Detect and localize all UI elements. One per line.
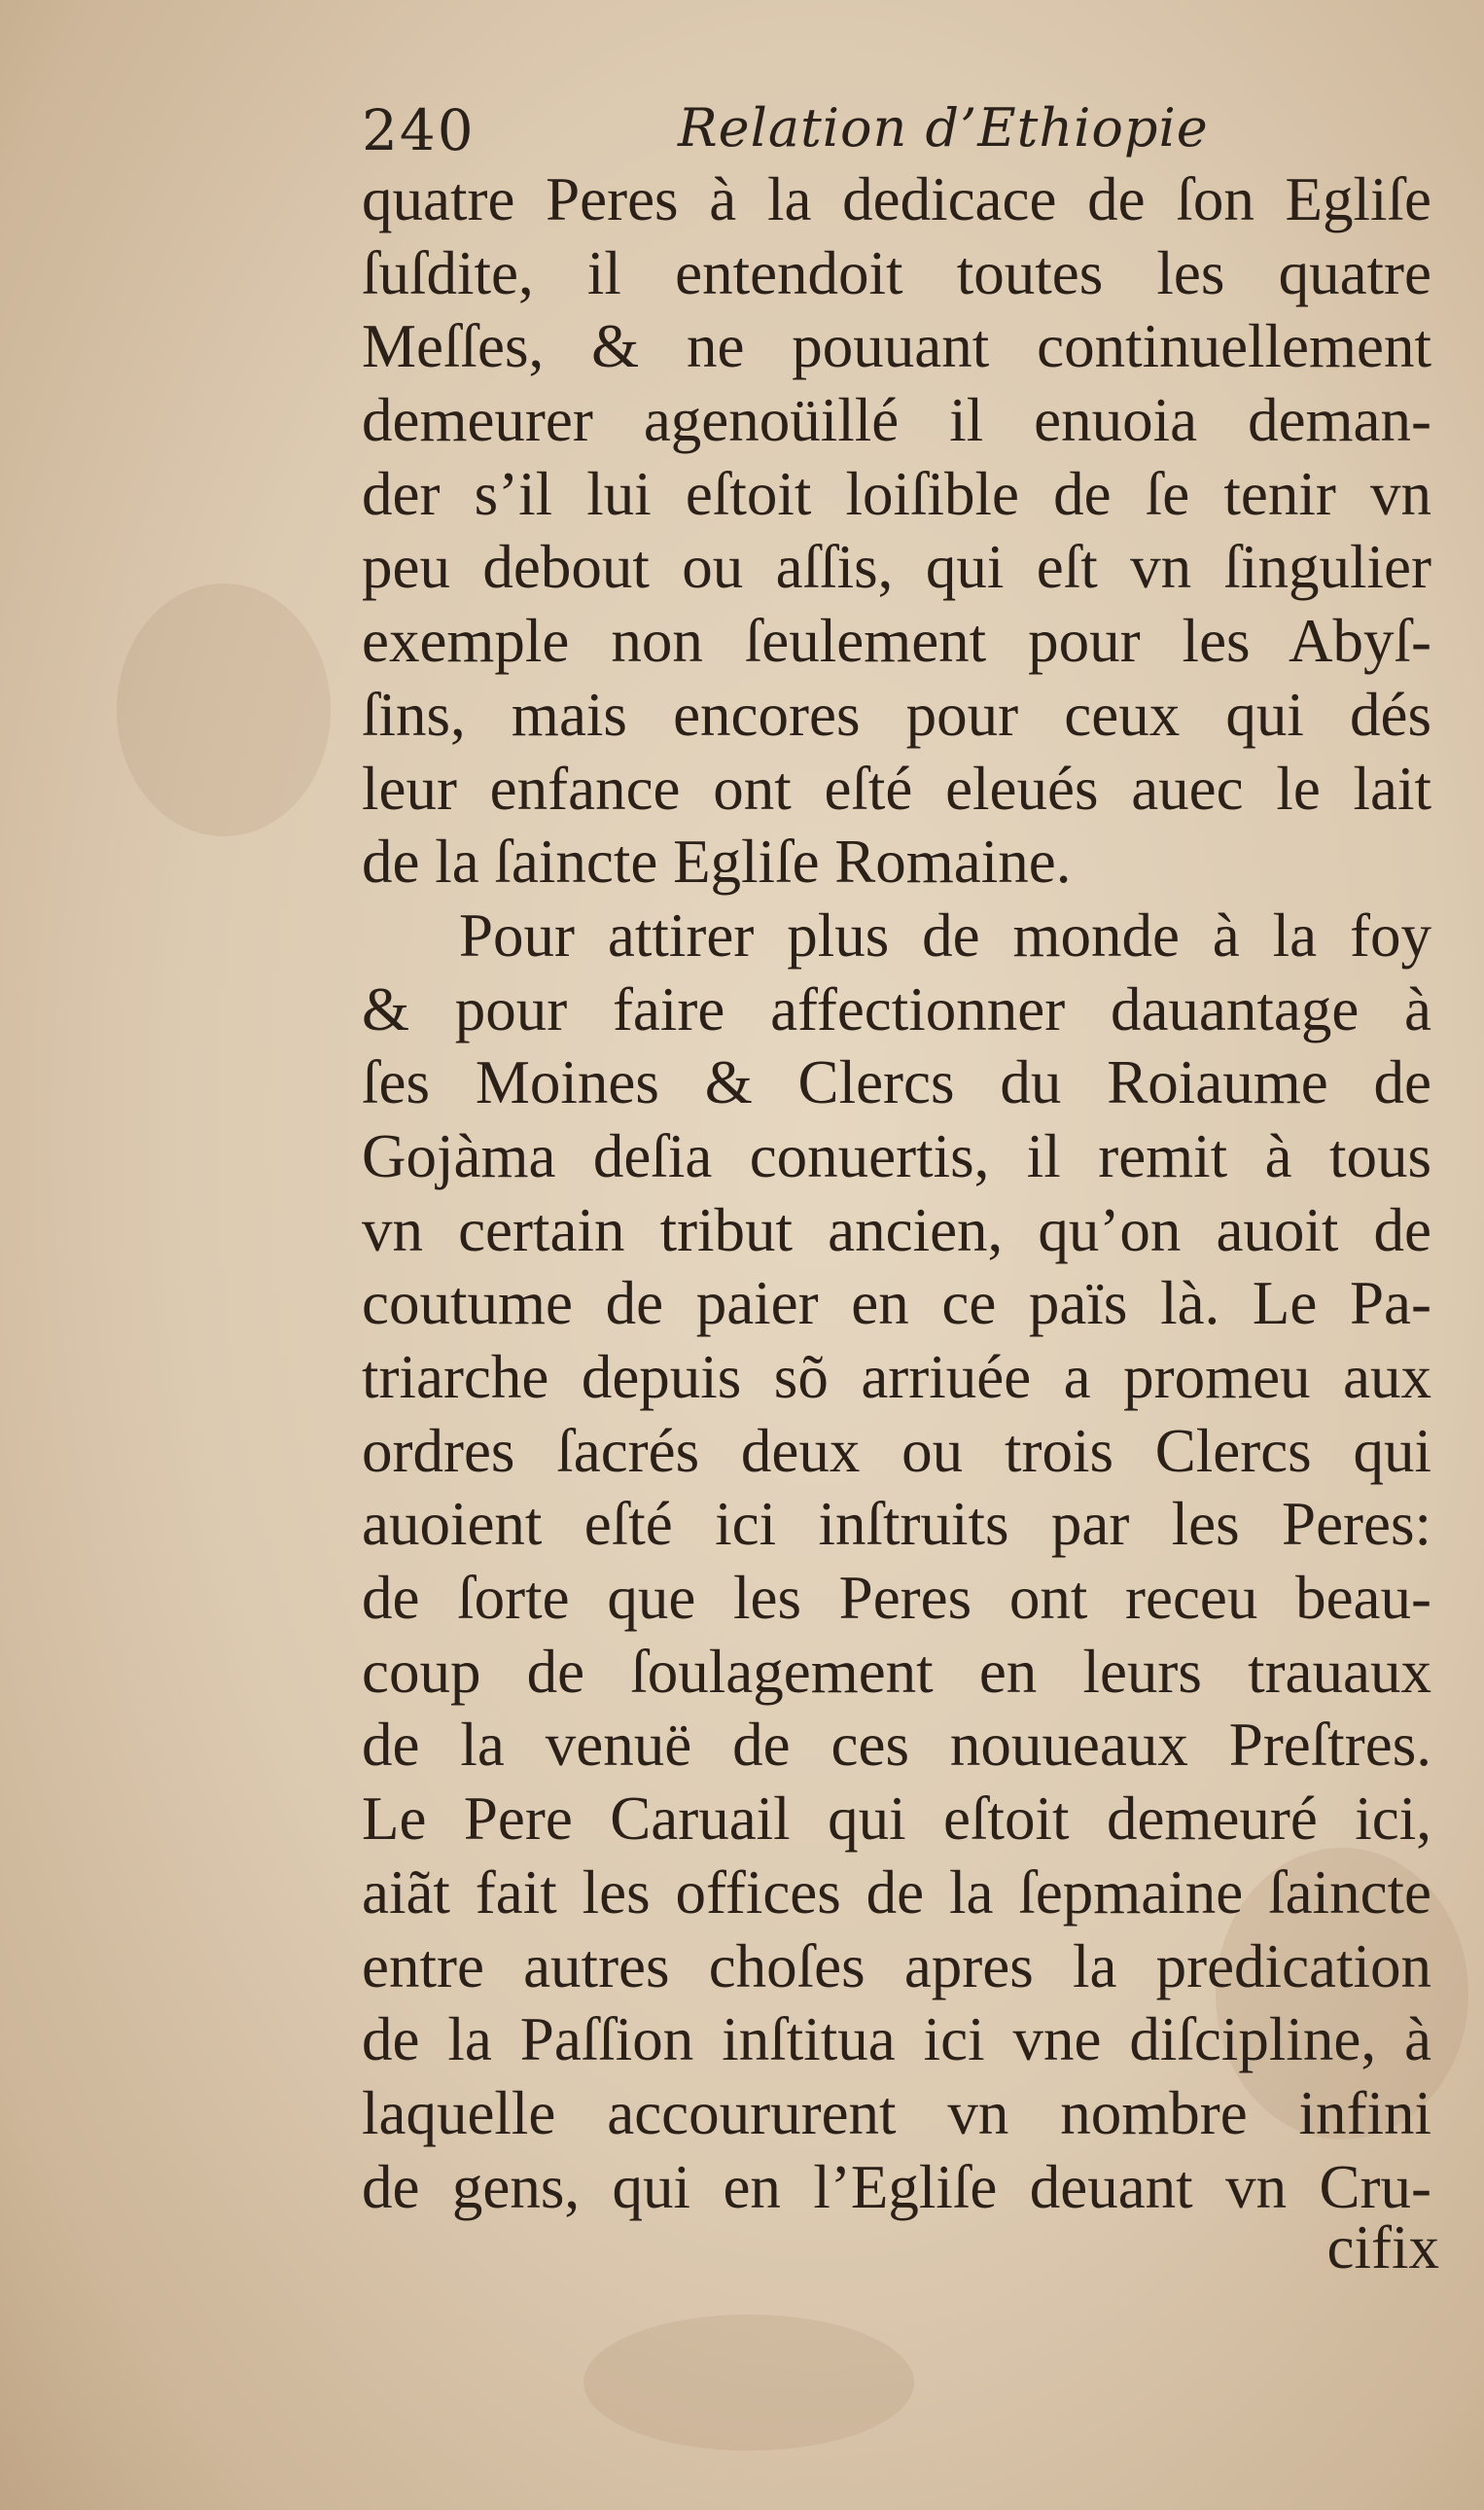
- foxing-spot: [583, 2315, 914, 2451]
- text-line: de gens, qui en l’Egliſe deuant vn Cru-: [362, 2152, 1431, 2221]
- text-line: entre autres choſes apres la predication: [362, 1931, 1431, 2000]
- text-line: coutume de paier en ce païs là. Le Pa-: [362, 1269, 1431, 1338]
- text-line: Le Pere Caruail qui eſtoit demeuré ici,: [362, 1785, 1431, 1854]
- text-line: quatre Peres à la dedicace de ſon Egliſe: [362, 165, 1431, 233]
- page-number: 240: [362, 97, 476, 163]
- text-line: de la ſaincte Egliſe Romaine.: [362, 828, 1072, 897]
- text-line: vn certain tribut ancien, qu’on auoit de: [362, 1195, 1431, 1264]
- page-header: [362, 97, 1431, 173]
- text-line: ſins, mais encores pour ceux qui dés: [362, 680, 1431, 749]
- paragraph-2: [362, 900, 1431, 2224]
- text-line: der s’il lui eſtoit loiſible de ſe tenir vn: [362, 459, 1431, 528]
- text-line: ſuſdite, il entendoit toutes les quatre: [362, 238, 1431, 307]
- text-line: aiãt fait les offices de la ſepmaine ſaincte: [362, 1857, 1431, 1927]
- text-line: laquelle accoururent vn nombre infini: [362, 2078, 1431, 2147]
- body-text: [362, 163, 1431, 2224]
- text-line: demeurer agenoüillé il enuoia deman-: [362, 386, 1431, 455]
- text-line: leur enfance ont eſté eleués auec le lait: [362, 754, 1431, 823]
- text-line: & pour faire affectionner dauantage à: [362, 974, 1431, 1043]
- running-title: Relation d’Ethiopie: [678, 97, 1209, 159]
- text-line: Gojàma deſia conuertis, il remit à tous: [362, 1121, 1431, 1190]
- text-line: de ſorte que les Peres ont receu beau-: [362, 1564, 1431, 1633]
- text-line: peu debout ou aſſis, qui eſt vn ſingulier: [362, 533, 1431, 602]
- text-line: ordres ſacrés deux ou trois Clercs qui: [362, 1416, 1431, 1485]
- text-line: Meſſes, & ne pouuant continuellement: [362, 312, 1431, 381]
- text-line: Pour attirer plus de monde à la foy: [459, 901, 1431, 970]
- text-line: auoient eſté ici inſtruits par les Peres:: [362, 1490, 1431, 1559]
- catchword: cifix: [1326, 2213, 1439, 2281]
- text-line: ſes Moines & Clercs du Roiaume de: [362, 1048, 1431, 1117]
- text-line: coup de ſoulagement en leurs trauaux: [362, 1637, 1431, 1706]
- text-line: triarche depuis sõ arriuée a promeu aux: [362, 1343, 1431, 1411]
- foxing-spot: [117, 583, 331, 836]
- text-line: de la venuë de ces nouueaux Preſtres.: [362, 1711, 1431, 1780]
- text-line: exemple non ſeulement pour les Abyſ-: [362, 607, 1431, 676]
- paragraph-1: [362, 163, 1431, 900]
- text-line: de la Paſſion inſtitua ici vne diſcipline, à: [362, 2005, 1431, 2074]
